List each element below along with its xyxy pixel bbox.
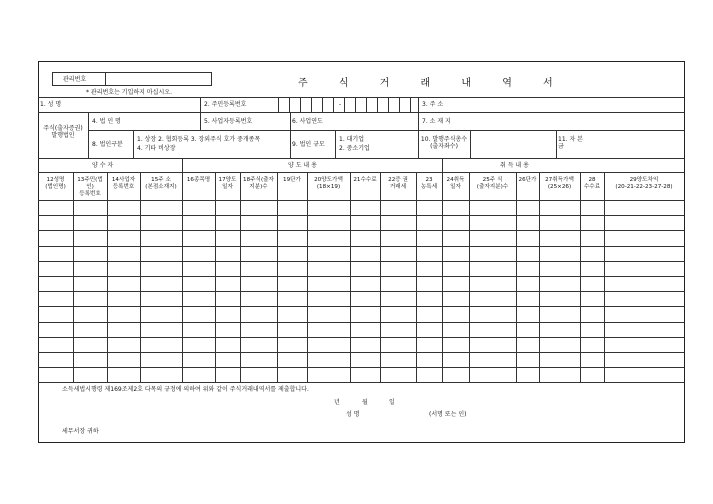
table-cell[interactable] xyxy=(240,291,277,306)
mgmt-number-label: 관리번호 xyxy=(63,76,87,83)
table-cell[interactable] xyxy=(516,261,539,276)
table-cell[interactable] xyxy=(307,367,350,382)
table-cell[interactable] xyxy=(580,200,604,215)
table-cell[interactable] xyxy=(215,230,240,245)
table-cell[interactable] xyxy=(215,276,240,291)
statement-text: 소득세법시행령 제169조제2호 다목의 규정에 의하여 위와 같이 주식거래내역서를 제출합니다. xyxy=(62,386,309,393)
table-cell[interactable] xyxy=(107,352,140,367)
table-cell[interactable] xyxy=(240,261,277,276)
table-cell[interactable] xyxy=(442,200,469,215)
table-cell[interactable] xyxy=(516,200,539,215)
corp-name-label: 4. 법 인 명 xyxy=(92,118,121,125)
table-cell[interactable] xyxy=(442,215,469,230)
capital-label: 11. 자 본 금 xyxy=(558,136,583,150)
date-month: 월 xyxy=(362,399,368,406)
table-cell[interactable] xyxy=(140,352,182,367)
table-cell[interactable] xyxy=(107,306,140,321)
rrn-label: 2. 주민등록번호 xyxy=(204,101,247,108)
group-acquire: 취 득 내 용 xyxy=(500,162,529,169)
table-cell[interactable] xyxy=(469,306,516,321)
table-cell[interactable] xyxy=(539,200,580,215)
table-cell[interactable] xyxy=(240,352,277,367)
table-cell[interactable] xyxy=(307,322,350,337)
column-header-24: 24취득 일자 xyxy=(446,177,465,190)
table-cell[interactable] xyxy=(107,200,140,215)
table-cell[interactable] xyxy=(604,322,684,337)
table-cell[interactable] xyxy=(182,291,215,306)
table-cell[interactable] xyxy=(442,322,469,337)
table-cell[interactable] xyxy=(182,367,215,382)
issuer-label: 주식(출자증권) 발행법인 xyxy=(43,125,83,139)
signer-label: 성 명 xyxy=(346,411,360,418)
table-cell[interactable] xyxy=(539,261,580,276)
table-cell[interactable] xyxy=(182,230,215,245)
table-cell[interactable] xyxy=(240,215,277,230)
table-cell[interactable] xyxy=(380,352,416,367)
table-cell[interactable] xyxy=(516,276,539,291)
table-cell[interactable] xyxy=(580,261,604,276)
table-cell[interactable] xyxy=(140,322,182,337)
corp-type-label: 8. 법인구분 xyxy=(92,141,123,148)
table-cell[interactable] xyxy=(140,291,182,306)
table-cell[interactable] xyxy=(539,291,580,306)
table-cell[interactable] xyxy=(416,261,442,276)
table-cell[interactable] xyxy=(215,337,240,352)
column-header-22: 22증 권 거래세 xyxy=(388,177,408,190)
table-cell[interactable] xyxy=(604,367,684,382)
table-cell[interactable] xyxy=(580,337,604,352)
group-transferee: 양 수 자 xyxy=(92,162,114,169)
table-cell[interactable] xyxy=(182,200,215,215)
corp-scale-option-2[interactable]: 2. 중소기업 xyxy=(339,145,370,152)
table-cell[interactable] xyxy=(516,291,539,306)
table-cell[interactable] xyxy=(240,337,277,352)
table-cell[interactable] xyxy=(215,367,240,382)
table-cell[interactable] xyxy=(469,276,516,291)
table-cell[interactable] xyxy=(469,200,516,215)
date-day: 일 xyxy=(389,399,395,406)
table-cell[interactable] xyxy=(277,246,307,261)
recipient: 세무서장 귀하 xyxy=(62,428,99,435)
table-cell[interactable] xyxy=(107,337,140,352)
table-cell[interactable] xyxy=(380,215,416,230)
table-cell[interactable] xyxy=(350,337,380,352)
table-cell[interactable] xyxy=(539,306,580,321)
table-cell[interactable] xyxy=(380,291,416,306)
address-label: 3. 주 소 xyxy=(422,101,444,108)
name-label: 1. 성 명 xyxy=(40,101,62,108)
table-cell[interactable] xyxy=(539,246,580,261)
table-cell[interactable] xyxy=(215,352,240,367)
table-cell[interactable] xyxy=(580,276,604,291)
table-cell[interactable] xyxy=(215,291,240,306)
table-cell[interactable] xyxy=(307,200,350,215)
column-header-23: 23 농특세 xyxy=(420,177,438,190)
table-cell[interactable] xyxy=(240,276,277,291)
table-cell[interactable] xyxy=(580,230,604,245)
location-label: 7. 소 재 지 xyxy=(422,118,451,125)
form-title: 주 식 거 래 내 역 서 xyxy=(298,78,567,89)
table-cell[interactable] xyxy=(604,276,684,291)
table-cell[interactable] xyxy=(580,352,604,367)
table-cell[interactable] xyxy=(215,200,240,215)
table-cell[interactable] xyxy=(73,352,107,367)
table-cell[interactable] xyxy=(469,215,516,230)
table-cell[interactable] xyxy=(38,261,73,276)
table-cell[interactable] xyxy=(516,246,539,261)
table-cell[interactable] xyxy=(442,367,469,382)
table-cell[interactable] xyxy=(73,306,107,321)
total-shares-label: 10. 발행주식총수 (출자좌수) xyxy=(420,136,468,150)
table-cell[interactable] xyxy=(416,276,442,291)
column-header-18: 18주식(출자 지분)수 xyxy=(243,177,274,190)
address-input[interactable] xyxy=(470,98,682,111)
table-cell[interactable] xyxy=(38,200,73,215)
signer-input[interactable] xyxy=(370,408,425,418)
table-cell[interactable] xyxy=(580,291,604,306)
table-cell[interactable] xyxy=(307,261,350,276)
table-cell[interactable] xyxy=(442,337,469,352)
table-cell[interactable] xyxy=(215,246,240,261)
table-cell[interactable] xyxy=(516,230,539,245)
table-cell[interactable] xyxy=(240,246,277,261)
table-cell[interactable] xyxy=(539,337,580,352)
table-cell[interactable] xyxy=(240,200,277,215)
table-cell[interactable] xyxy=(380,276,416,291)
table-cell[interactable] xyxy=(73,322,107,337)
table-cell[interactable] xyxy=(350,246,380,261)
table-cell[interactable] xyxy=(73,276,107,291)
table-cell[interactable] xyxy=(469,337,516,352)
table-cell[interactable] xyxy=(416,367,442,382)
table-cell[interactable] xyxy=(442,352,469,367)
table-cell[interactable] xyxy=(516,367,539,382)
table-cell[interactable] xyxy=(350,306,380,321)
table-cell[interactable] xyxy=(416,291,442,306)
table-cell[interactable] xyxy=(38,230,73,245)
table-cell[interactable] xyxy=(73,261,107,276)
table-cell[interactable] xyxy=(604,306,684,321)
table-cell[interactable] xyxy=(350,352,380,367)
table-cell[interactable] xyxy=(380,367,416,382)
table-cell[interactable] xyxy=(416,306,442,321)
column-header-19: 19단가 xyxy=(283,177,301,183)
table-cell[interactable] xyxy=(442,306,469,321)
table-cell[interactable] xyxy=(307,215,350,230)
table-cell[interactable] xyxy=(380,337,416,352)
table-cell[interactable] xyxy=(215,322,240,337)
table-cell[interactable] xyxy=(539,276,580,291)
table-cell[interactable] xyxy=(182,276,215,291)
table-cell[interactable] xyxy=(182,337,215,352)
table-cell[interactable] xyxy=(539,230,580,245)
table-cell[interactable] xyxy=(416,246,442,261)
table-cell[interactable] xyxy=(380,246,416,261)
corp-type-options-1[interactable]: 1. 상장 2. 협회등록 3. 장외주식 호가 중개종목 xyxy=(137,136,261,143)
table-cell[interactable] xyxy=(469,230,516,245)
table-cell[interactable] xyxy=(215,261,240,276)
table-cell[interactable] xyxy=(516,337,539,352)
table-cell[interactable] xyxy=(140,215,182,230)
table-cell[interactable] xyxy=(469,261,516,276)
table-cell[interactable] xyxy=(516,306,539,321)
table-cell[interactable] xyxy=(277,306,307,321)
table-cell[interactable] xyxy=(73,367,107,382)
table-cell[interactable] xyxy=(350,215,380,230)
table-cell[interactable] xyxy=(107,230,140,245)
table-cell[interactable] xyxy=(182,306,215,321)
table-cell[interactable] xyxy=(350,367,380,382)
table-cell[interactable] xyxy=(416,322,442,337)
column-header-16: 16종목명 xyxy=(186,177,211,183)
table-cell[interactable] xyxy=(277,200,307,215)
table-cell[interactable] xyxy=(350,291,380,306)
table-cell[interactable] xyxy=(350,200,380,215)
mgmt-note: * 관리번호는 기입하지 마십시오. xyxy=(86,89,172,96)
table-cell[interactable] xyxy=(469,367,516,382)
column-header-12: 12성명 (법인명) xyxy=(45,177,66,190)
table-cell[interactable] xyxy=(380,261,416,276)
table-cell[interactable] xyxy=(38,337,73,352)
table-cell[interactable] xyxy=(73,215,107,230)
table-cell[interactable] xyxy=(469,291,516,306)
biz-no-label: 5. 사업자등록번호 xyxy=(204,118,253,125)
table-cell[interactable] xyxy=(182,261,215,276)
table-cell[interactable] xyxy=(140,276,182,291)
table-cell[interactable] xyxy=(442,230,469,245)
table-cell[interactable] xyxy=(307,337,350,352)
table-cell[interactable] xyxy=(307,276,350,291)
table-cell[interactable] xyxy=(442,246,469,261)
table-cell[interactable] xyxy=(469,246,516,261)
table-cell[interactable] xyxy=(240,306,277,321)
table-cell[interactable] xyxy=(277,322,307,337)
table-cell[interactable] xyxy=(469,322,516,337)
table-cell[interactable] xyxy=(516,215,539,230)
name-input[interactable] xyxy=(88,98,199,111)
column-header-27: 27취득가액 (25×26) xyxy=(545,177,574,190)
table-cell[interactable] xyxy=(469,352,516,367)
table-cell[interactable] xyxy=(350,322,380,337)
table-cell[interactable] xyxy=(277,291,307,306)
table-cell[interactable] xyxy=(604,337,684,352)
table-cell[interactable] xyxy=(240,230,277,245)
table-cell[interactable] xyxy=(140,337,182,352)
table-cell[interactable] xyxy=(38,352,73,367)
table-cell[interactable] xyxy=(107,322,140,337)
table-cell[interactable] xyxy=(307,230,350,245)
table-cell[interactable] xyxy=(277,367,307,382)
table-cell[interactable] xyxy=(277,276,307,291)
table-cell[interactable] xyxy=(604,291,684,306)
column-header-15: 15주 소 (본점소재지) xyxy=(145,177,177,190)
table-cell[interactable] xyxy=(580,322,604,337)
table-cell[interactable] xyxy=(442,291,469,306)
table-cell[interactable] xyxy=(277,337,307,352)
table-cell[interactable] xyxy=(240,367,277,382)
table-cell[interactable] xyxy=(38,246,73,261)
table-cell[interactable] xyxy=(107,291,140,306)
table-cell[interactable] xyxy=(140,306,182,321)
column-header-26: 26단가 xyxy=(518,177,537,183)
table-cell[interactable] xyxy=(416,352,442,367)
table-cell[interactable] xyxy=(604,230,684,245)
table-cell[interactable] xyxy=(516,322,539,337)
table-cell[interactable] xyxy=(38,291,73,306)
table-cell[interactable] xyxy=(442,261,469,276)
table-cell[interactable] xyxy=(140,230,182,245)
table-cell[interactable] xyxy=(442,276,469,291)
table-cell[interactable] xyxy=(380,322,416,337)
table-cell[interactable] xyxy=(107,276,140,291)
table-cell[interactable] xyxy=(215,306,240,321)
column-header-25: 25주 식 (출자지분)수 xyxy=(476,177,509,190)
table-cell[interactable] xyxy=(350,261,380,276)
column-header-20: 20양도가액 (18×19) xyxy=(314,177,343,190)
table-cell[interactable] xyxy=(73,246,107,261)
table-cell[interactable] xyxy=(604,215,684,230)
column-header-28: 28 수수료 xyxy=(583,177,601,190)
corp-scale-option-1[interactable]: 1. 대기업 xyxy=(339,136,365,143)
total-shares-input[interactable] xyxy=(471,131,555,157)
table-cell[interactable] xyxy=(416,200,442,215)
group-transfer: 양 도 내 용 xyxy=(288,162,317,169)
table-cell[interactable] xyxy=(277,215,307,230)
table-cell[interactable] xyxy=(73,230,107,245)
table-cell[interactable] xyxy=(350,276,380,291)
table-cell[interactable] xyxy=(73,200,107,215)
corp-type-options-2[interactable]: 4. 기타 비상장 xyxy=(137,145,176,152)
table-cell[interactable] xyxy=(107,261,140,276)
table-cell[interactable] xyxy=(416,230,442,245)
table-cell[interactable] xyxy=(182,215,215,230)
table-cell[interactable] xyxy=(140,246,182,261)
table-cell[interactable] xyxy=(140,200,182,215)
table-cell[interactable] xyxy=(38,322,73,337)
table-cell[interactable] xyxy=(107,215,140,230)
table-cell[interactable] xyxy=(107,367,140,382)
table-cell[interactable] xyxy=(604,352,684,367)
table-cell[interactable] xyxy=(539,322,580,337)
table-cell[interactable] xyxy=(38,367,73,382)
corp-scale-label: 9. 법인 규모 xyxy=(292,141,325,148)
table-cell[interactable] xyxy=(516,352,539,367)
table-cell[interactable] xyxy=(215,215,240,230)
table-cell[interactable] xyxy=(350,230,380,245)
table-cell[interactable] xyxy=(140,367,182,382)
table-cell[interactable] xyxy=(380,230,416,245)
table-cell[interactable] xyxy=(604,261,684,276)
table-cell[interactable] xyxy=(580,367,604,382)
table-cell[interactable] xyxy=(38,215,73,230)
table-cell[interactable] xyxy=(580,215,604,230)
table-cell[interactable] xyxy=(107,246,140,261)
column-header-21: 21수수료 xyxy=(353,177,377,183)
table-cell[interactable] xyxy=(73,337,107,352)
table-cell[interactable] xyxy=(38,276,73,291)
table-cell[interactable] xyxy=(416,215,442,230)
table-cell[interactable] xyxy=(38,306,73,321)
table-cell[interactable] xyxy=(140,261,182,276)
table-cell[interactable] xyxy=(73,291,107,306)
date-year: 년 xyxy=(334,399,340,406)
table-cell[interactable] xyxy=(307,306,350,321)
table-cell[interactable] xyxy=(307,352,350,367)
table-cell[interactable] xyxy=(539,367,580,382)
column-header-29: 29양도차익 (20-21-22-23-27-28) xyxy=(615,177,673,190)
table-cell[interactable] xyxy=(416,337,442,352)
table-cell[interactable] xyxy=(580,306,604,321)
column-header-17: 17양도 일자 xyxy=(218,177,237,190)
column-header-14: 14사업자 등록번호 xyxy=(111,177,136,190)
column-header-13: 13주민(법인) 등록번호 xyxy=(77,177,103,197)
table-cell[interactable] xyxy=(240,322,277,337)
table-cell[interactable] xyxy=(539,215,580,230)
table-cell[interactable] xyxy=(580,246,604,261)
table-cell[interactable] xyxy=(182,322,215,337)
table-cell[interactable] xyxy=(277,230,307,245)
table-cell[interactable] xyxy=(277,261,307,276)
table-cell[interactable] xyxy=(604,246,684,261)
table-cell[interactable] xyxy=(539,352,580,367)
table-cell[interactable] xyxy=(182,352,215,367)
sign-hint: (서명 또는 인) xyxy=(429,411,467,418)
table-cell[interactable] xyxy=(307,246,350,261)
fiscal-year-label: 6. 사업연도 xyxy=(292,118,323,125)
table-cell[interactable] xyxy=(277,352,307,367)
table-cell[interactable] xyxy=(380,306,416,321)
table-cell[interactable] xyxy=(307,291,350,306)
table-cell[interactable] xyxy=(604,200,684,215)
table-cell[interactable] xyxy=(182,246,215,261)
table-cell[interactable] xyxy=(380,200,416,215)
